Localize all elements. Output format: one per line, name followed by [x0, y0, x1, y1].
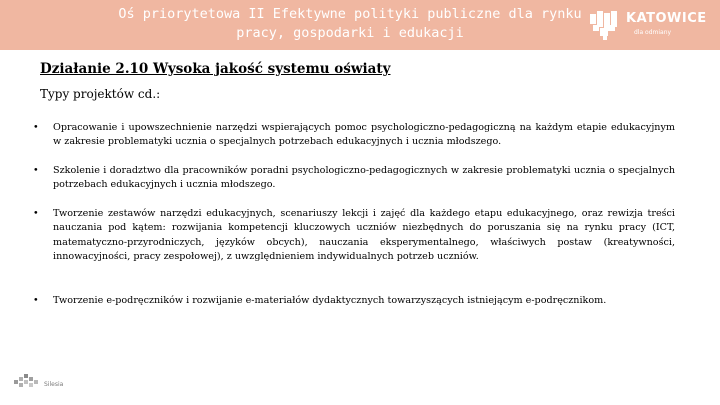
section-title: Działanie 2.10 Wysoka jakość systemu oświaty	[40, 61, 391, 77]
list-item	[33, 121, 675, 150]
list-item-text: Szkolenie i doradztwo dla pracowników poradni psychologiczno-pedagogicznych w zakresie problematyki ucznia o specjalnych potrzebach edukacyjnych i ucznia młodszego.	[53, 165, 675, 191]
list-item	[33, 294, 675, 308]
silesia-mark-icon	[14, 374, 40, 390]
bullet: •	[33, 208, 39, 219]
header-banner	[0, 0, 720, 50]
intro-text: Typy projektów cd.:	[40, 87, 161, 101]
logo-name: KATOWICE	[626, 11, 707, 26]
bullet: •	[33, 165, 39, 176]
heart-logo-icon	[588, 8, 622, 42]
header-title: Oś priorytetowa II Efektywne polityki publiczne dla rynku pracy, gospodarki i edukacji	[118, 6, 582, 41]
katowice-logo	[588, 6, 708, 44]
list-item-text: Opracowanie i upowszechnienie narzędzi wspierających pomoc psychologiczno-pedagogiczną na każdym etapie edukacyjnym w zakresie problematyki ucznia o specjalnych potrzebach edukacyjnych i ucznia młodszego.	[53, 122, 675, 148]
list-item-text: Tworzenie zestawów narzędzi edukacyjnych, scenariuszy lekcji i zajęć dla każdego etapu edukacyjnego, oraz rewizja treści nauczania pod kątem: rozwijania kompetencji kluczowych uczniów niezbędnych do poruszania się na rynku pracy (ICT, matematyczno-przyrodniczych, języków obcych), nauczania eksperymentalnego, właściwych postaw (kreatywności, innowacyjności, pracy zespołowej), z uwzględnieniem indywidualnych potrzeb uczniów.	[53, 208, 675, 263]
list-item	[33, 164, 675, 193]
logo-tagline: dla odmiany	[634, 29, 672, 36]
bullet: •	[33, 122, 39, 133]
silesia-logo-text: Silesia	[44, 381, 64, 388]
list-item-text: Tworzenie e-podręczników i rozwijanie e-materiałów dydaktycznych towarzyszących istniejącym e-podręcznikom.	[53, 295, 607, 306]
bullet: •	[33, 295, 39, 306]
list-item	[33, 207, 675, 265]
